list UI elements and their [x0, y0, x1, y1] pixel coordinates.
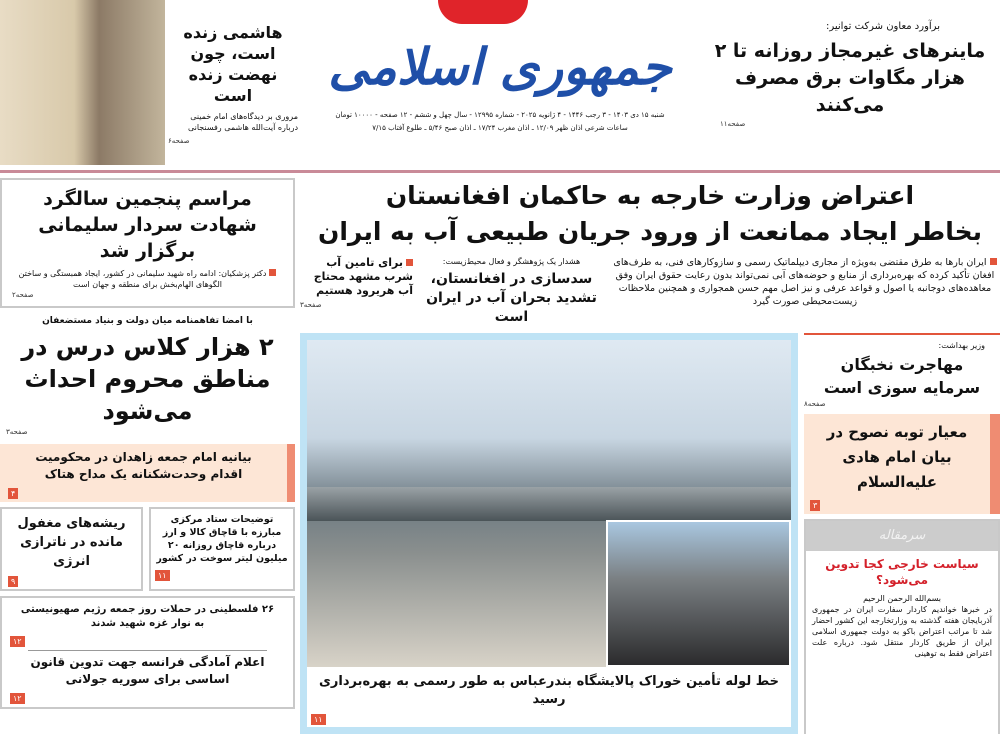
headline: معیار توبه نصوح در بیان امام هادی علیه‌السلام: [826, 423, 968, 491]
pipeline-photo: [307, 340, 791, 667]
top-left-photo: [0, 0, 165, 165]
sub-story-middle[interactable]: [419, 256, 604, 327]
page-tag: ۱۱: [155, 570, 170, 581]
page-ref: صفحه۲: [12, 291, 34, 299]
summary: مروری بر دیدگاه‌های امام خمینی درباره آیت‌الله هاشمی رفسنجانی: [187, 112, 298, 132]
world-news-box: [0, 596, 295, 709]
bullet-icon: [269, 269, 276, 276]
page-tag: ۳: [810, 500, 820, 511]
editorial-headline: سیاست خارجی کجا تدوین می‌شود؟: [825, 557, 979, 587]
main-headline[interactable]: [300, 176, 1000, 250]
kicker: هشدار یک پژوهشگر و فعال محیط‌زیست:: [442, 257, 581, 266]
page-tag: ۱۲: [10, 636, 25, 647]
banner-text: سرمقاله: [878, 528, 926, 543]
headline: برای تامین آب شرب مشهد محتاج آب هریرود هستیم: [313, 256, 413, 297]
headline: ۲ هزار کلاس درس در مناطق محروم احداث می‌شود: [21, 333, 274, 425]
editorial[interactable]: [804, 519, 1000, 734]
headline: مهاجرت نخبگان سرمایه سوزی است: [823, 355, 981, 397]
headline: ریشه‌های مغفول مانده در ناترازی انرژی: [17, 516, 126, 569]
divider: [28, 650, 267, 651]
kicker: با امضا تفاهمنامه میان دولت و بنیاد مستضعفان: [42, 316, 253, 326]
date-line: شنبه ۱۵ دی ۱۴۰۳ - ۳ رجب ۱۴۴۶ - ۴ ژانویه ۲۰۲۵ - شماره ۱۲۹۹۵ - سال چهل و ششم - ۱۲ صفحه - ۱۰۰۰۰ تومان: [335, 111, 665, 119]
gaza-story[interactable]: [10, 603, 285, 647]
right-divider: [804, 333, 1000, 335]
page-ref: صفحه۶: [168, 137, 190, 145]
page-ref: صفحه۳: [6, 428, 28, 436]
classes-story[interactable]: [0, 313, 295, 439]
page-tag: ۱۲: [10, 693, 25, 704]
kicker: وزیر بهداشت:: [938, 341, 985, 350]
main-headline-line2: بخاطر ایجاد ممانعت از ورود جریان طبیعی آب به ایران: [318, 217, 982, 246]
bullet-icon: [406, 259, 413, 266]
top-right-story[interactable]: [700, 20, 1000, 129]
basmala: بسم‌الله الرحمن الرحیم: [863, 594, 941, 603]
sub-story-small[interactable]: [300, 256, 413, 327]
headline: بیانیه امام جمعه زاهدان در محکومیت اقدام وحدت‌شکنانه یک مداح هتاک: [35, 450, 252, 481]
syria-story[interactable]: [10, 654, 285, 704]
editorial-banner: [806, 521, 998, 551]
blood-splash: [438, 0, 528, 24]
page-ref: صفحه۸: [804, 400, 826, 408]
prayer-times: ساعات شرعی اذان ظهر ۱۲/۰۹ ـ اذان مغرب ۱۷/۲۴ ـ اذان صبح ۵/۴۶ ـ طلوع آفتاب ۷/۱۵: [372, 124, 628, 132]
pipe: [307, 487, 791, 521]
headline: سدسازی در افغانستان، تشدید بحران آب در ایران است: [426, 271, 597, 325]
page-tag: ۹: [8, 576, 18, 587]
headline: هاشمی زنده است، چون نهضت زنده است: [183, 23, 283, 105]
headline: اعلام آمادگی فرانسه جهت تدوین قانون اساسی برای سوریه جولانی: [30, 655, 265, 686]
logo: جمهوری اسلامی: [328, 37, 672, 96]
headline: توضیحات ستاد مرکزی مبارزه با قاچاق کالا و ارز درباره قاچاق روزانه ۲۰ میلیون لیتر سوخت در کشور: [156, 514, 288, 564]
page-tag: ۱۱: [311, 714, 326, 725]
lead-text: ایران بارها به طرق مقتضی به‌ویژه از مجاری دیپلماتیک رسمی و سازوکارهای فنی، به طرف‌های افغان تأکید کرده که بهره‌برداری از منابع و حوضه‌های آبی نمی‌تواند بدون رعایت حقوق ایران وفق معاهده‌های دوجانبه یا اصول و قواعد عرفی و نیز اصل مهم حسن همجواری و همچنین ملاحظات زیست‌محیطی صورت گیرد: [613, 257, 995, 307]
page-ref: صفحه۳: [300, 301, 322, 309]
main-lead[interactable]: [610, 256, 1000, 327]
main-headline-line1: اعتراض وزارت خارجه به حاکمان افغانستان: [385, 181, 915, 210]
smuggling-story[interactable]: [149, 507, 295, 591]
page-tag: ۴: [8, 488, 18, 499]
health-story[interactable]: [804, 340, 1000, 409]
inset-photo: [606, 520, 791, 667]
headline: ماینرهای غیرمجاز روزانه تا ۲ هزار مگاوات برق مصرف می‌کنند: [714, 40, 986, 116]
page-ref: صفحه۱۱: [720, 120, 746, 128]
kicker: برآورد معاون شرکت توانیر:: [825, 21, 940, 32]
editorial-body: در خبرها خواندیم کاردار سفارت ایران در جمهوری آذربایجان هفته گذشته به وزارتخارجه این کشور احضار شد تا مراتب اعتراض باکو به دولت جمهوری اسلامی ایران از طریق کاردار منتقل شود. درباره علت اعتراض فقط به توهینی: [812, 605, 992, 658]
zahedan-story[interactable]: [0, 444, 295, 502]
soleimani-story[interactable]: [0, 178, 295, 308]
masthead-divider: [0, 170, 1000, 173]
photo-caption: خط لوله تأمین خوراک پالایشگاه بندرعباس به طور رسمی به بهره‌برداری رسید: [318, 674, 780, 707]
repent-story[interactable]: [804, 414, 1000, 514]
headline: ۲۶ فلسطینی در حملات روز جمعه رژیم صهیونیستی به نوار غزه شهید شدند: [20, 604, 275, 629]
summary: دکتر پزشکیان: ادامه راه شهید سلیمانی در کشور، ایجاد همبستگی و ساختن الگوهای الهام‌بخش برای منطقه و جهان است: [18, 269, 267, 289]
bullet-icon: [990, 258, 997, 265]
top-left-story[interactable]: [168, 22, 298, 146]
energy-story[interactable]: [0, 507, 143, 591]
headline: مراسم پنجمین سالگرد شهادت سردار سلیمانی برگزار شد: [38, 188, 257, 262]
photo-frame[interactable]: [300, 333, 798, 734]
